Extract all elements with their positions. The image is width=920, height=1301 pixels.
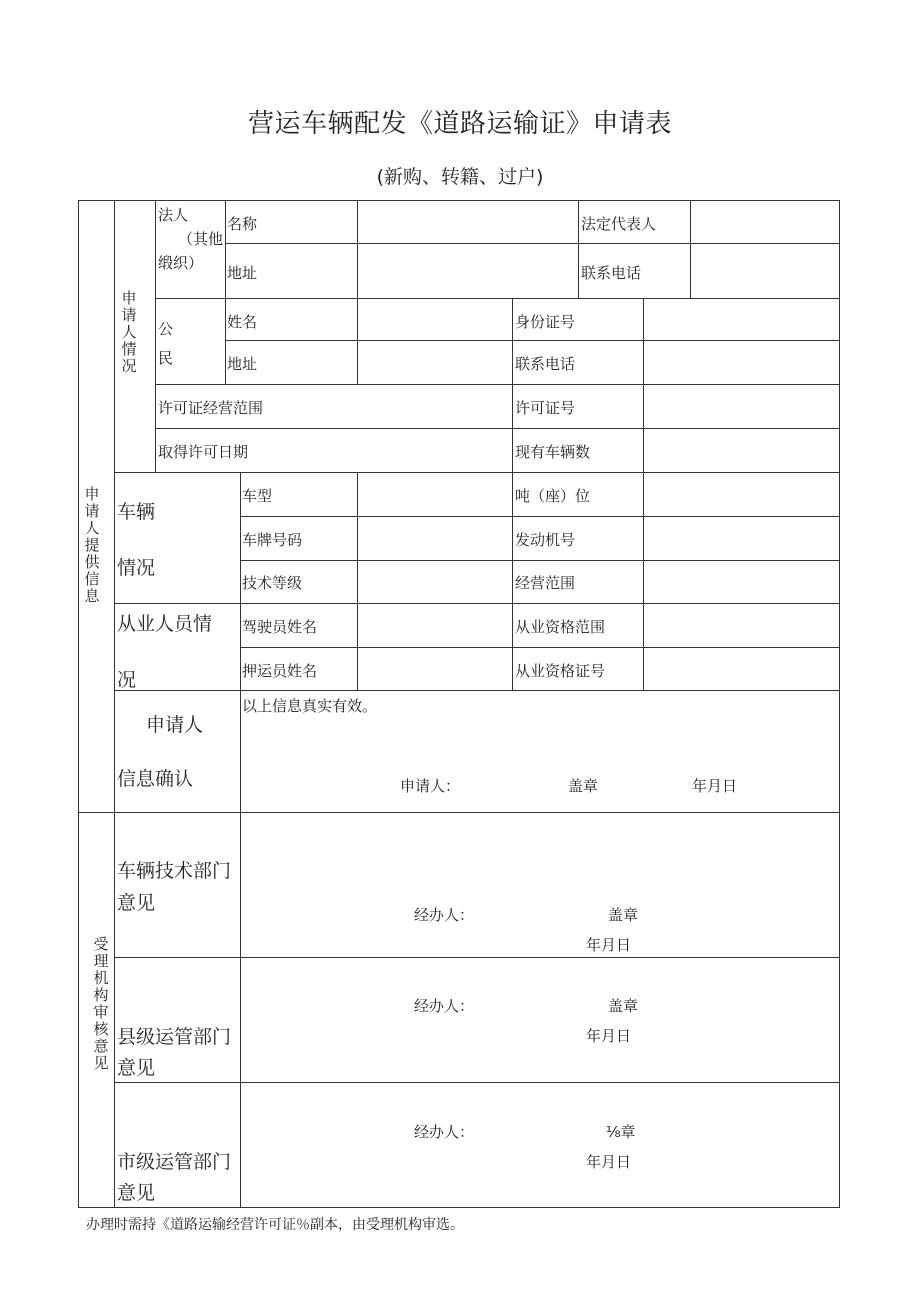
opinion-tech-label-1: 车辆技术部门 [117,860,232,882]
license-scope-label: 许可证经营范围 [158,399,264,417]
citizen-phone-label: 联系电话 [515,355,576,373]
citizen-id-label: 身份证号 [515,313,576,331]
staff-label-1: 从业人员情 [117,613,213,635]
vehicle-tonnage-label: 吨（座）位 [515,487,591,505]
qualification-scope-label: 从业资格范围 [515,618,606,636]
vehicle-plate-label: 车牌号码 [242,531,303,549]
confirm-label-1: 申请人 [146,714,204,736]
opinion-city-label-1: 市级运管部门 [117,1151,232,1173]
opinion-county-handler: 经办人： [414,997,475,1015]
vehicle-label-1: 车辆 [117,501,156,523]
driver-name-label: 驾驶员姓名 [242,618,318,636]
citizen-name-label: 姓名 [227,313,258,331]
opinion-tech-label-2: 意见 [117,892,156,914]
citizen-label-1: 公 [158,320,174,338]
legal-label-1: 法人 [158,206,189,224]
form-subtitle: (新购、转籍、过户) [376,166,544,188]
legal-address-label: 地址 [227,264,258,282]
opinion-city-seal: ⅛章 [606,1123,636,1141]
side-label-applicant-provided: 申请人提供信息 [84,485,100,605]
confirm-seal-label: 盖章 [568,777,599,795]
legal-phone-label: 联系电话 [581,264,642,282]
citizen-label-2: 民 [158,349,174,367]
legal-name-label: 名称 [227,215,258,233]
side-label-applicant-situation: 申请人情况 [121,289,137,375]
opinion-city-label-2: 意见 [117,1182,156,1204]
qualification-no-label: 从业资格证号 [515,662,606,680]
confirm-label-2: 信息确认 [117,768,194,790]
confirm-statement: 以上信息真实有效。 [242,697,378,715]
side-label-review: 受理机构审核意见 [93,935,109,1072]
vehicle-tech-grade-label: 技术等级 [242,574,303,592]
legal-label-3: 缎织） [158,254,204,272]
opinion-county-seal: 盖章 [608,997,639,1015]
license-date-label: 取得许可日期 [158,443,249,461]
vehicle-engine-label: 发动机号 [515,531,576,549]
vehicle-type-label: 车型 [242,487,273,505]
vehicle-business-scope-label: 经营范围 [515,574,576,592]
citizen-address-label: 地址 [227,355,258,373]
vehicle-label-2: 情况 [117,557,156,579]
opinion-city-date: 年月日 [586,1153,632,1171]
opinion-tech-date: 年月日 [586,936,632,954]
opinion-tech-seal: 盖章 [608,906,639,924]
vehicle-count-label: 现有车辆数 [515,443,591,461]
opinion-tech-handler: 经办人： [414,906,475,924]
escort-name-label: 押运员姓名 [242,662,318,680]
opinion-county-label-1: 县级运管部门 [117,1026,232,1048]
confirm-date-label: 年月日 [692,777,738,795]
opinion-city-handler: 经办人： [414,1123,475,1141]
footer-note: 办理时需持《道路运输经营许可证％副本，由受理机构审选。 [86,1217,464,1233]
legal-rep-label: 法定代表人 [581,215,657,233]
license-number-label: 许可证号 [515,399,576,417]
staff-label-2: 况 [117,669,137,691]
opinion-county-label-2: 意见 [117,1057,156,1079]
form-title: 营运车辆配发《道路运输证》申请表 [247,109,672,139]
opinion-county-date: 年月日 [586,1027,632,1045]
legal-label-2: （其他 [178,230,224,248]
confirm-applicant-label: 申请人： [400,777,461,795]
